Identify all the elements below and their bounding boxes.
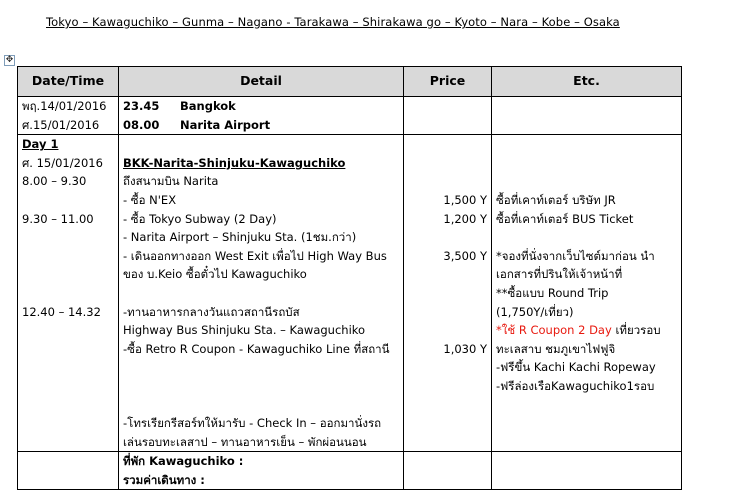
etc-line: -ฟรีขึ้น Kachi Kachi Ropeway xyxy=(496,360,656,375)
price-cell xyxy=(404,452,492,490)
time-text: 12.40 – 14.32 xyxy=(22,304,101,319)
detail-line: -โทรเรียกรีสอร์ทให้มารับ - Check In – ออกมานั่งรถ xyxy=(123,416,382,431)
header-detail: Detail xyxy=(119,67,404,97)
etc-cell xyxy=(492,97,682,135)
price-value: 3,500 Y xyxy=(443,248,487,263)
price-cell xyxy=(404,97,492,135)
date-text: ศ. 15/01/2016 xyxy=(22,155,103,170)
day-route-title: BKK-Narita-Shinjuku-Kawaguchiko xyxy=(123,155,346,170)
header-row xyxy=(18,67,682,97)
header-etc: Etc. xyxy=(492,67,682,97)
detail-cell xyxy=(119,97,404,135)
flight-time: 23.45 xyxy=(123,99,160,113)
detail-line: - เดินออกทางออก West Exit เพื่อไป High Way Bus xyxy=(123,248,387,263)
day-label: Day 1 xyxy=(22,137,59,152)
stay-label: ที่พัก Kawaguchiko : xyxy=(123,454,244,469)
detail-cell xyxy=(119,452,404,490)
date-cell xyxy=(18,452,119,490)
table-move-handle-icon[interactable]: ✥ xyxy=(5,55,14,65)
detail-line: เล่นรอบทะเลสาป – ทานอาหารเย็น – พักผ่อนนอน xyxy=(123,434,367,449)
detail-line: - Narita Airport – Shinjuku Sta. (1ชม.กว่า) xyxy=(123,230,357,245)
etc-line: -ฟรีล่องเรือKawaguchiko1รอบ xyxy=(496,378,655,393)
price-cell xyxy=(404,135,492,452)
time-text: 8.00 – 9.30 xyxy=(22,174,87,189)
detail-line: ของ บ.Keio ซื้อตั๋วไป Kawaguchiko xyxy=(123,267,307,282)
detail-line: -ซื้อ Retro R Coupon - Kawaguchiko Line ที่สถานี xyxy=(123,341,390,356)
etc-line: ซื้อที่เคาท์เตอร์ บริษัท JR xyxy=(496,192,616,207)
detail-line: - ซื้อ Tokyo Subway (2 Day) xyxy=(123,211,277,226)
table-row xyxy=(18,135,682,452)
date-cell xyxy=(18,135,119,452)
etc-line: *จองที่นั่งจากเว็บไซต์มาก่อน นำ xyxy=(496,248,655,263)
flight-time: 08.00 xyxy=(123,117,160,132)
detail-line: - ซื้อ N'EX xyxy=(123,192,177,207)
price-value: 1,200 Y xyxy=(443,211,487,226)
date-text: พฤ.14/01/2016 xyxy=(22,99,107,113)
etc-line: (1,750Y/เที่ยว) xyxy=(496,304,574,319)
etc-line xyxy=(496,321,677,340)
etc-line: เอกสารที่ปรินให้เจ้าหน้าที่ xyxy=(496,267,623,282)
price-value: 1,030 Y xyxy=(443,341,487,356)
flight-line xyxy=(123,116,399,135)
detail-cell xyxy=(119,135,404,452)
etc-cell xyxy=(492,135,682,452)
detail-line: ถึงสนามบิน Narita xyxy=(123,174,219,189)
coupon-note: *ใช้ R Coupon 2 Day xyxy=(496,323,612,338)
etc-line: ทะเลสาบ ชมภูเขาไฟฟูจิ xyxy=(496,341,616,356)
route-title: Tokyo – Kawaguchiko – Gunma – Nagano - Tarakawa – Shirakawa go – Kyoto – Nara – Kobe – Osaka xyxy=(46,15,620,29)
table-row xyxy=(18,97,682,135)
table-row xyxy=(18,452,682,490)
etc-line: ซื้อที่เคาท์เตอร์ BUS Ticket xyxy=(496,211,634,226)
flight-line xyxy=(123,97,399,116)
etc-line: **ซื้อแบบ Round Trip xyxy=(496,285,609,300)
detail-line: -ทานอาหารกลางวันแถวสถานีรถบัส xyxy=(123,304,300,319)
date-cell xyxy=(18,97,119,135)
price-value: 1,500 Y xyxy=(443,192,487,207)
header-price: Price xyxy=(404,67,492,97)
flight-place: Narita Airport xyxy=(180,117,271,132)
header-date: Date/Time xyxy=(18,67,119,97)
detail-line: Highway Bus Shinjuku Sta. – Kawaguchiko xyxy=(123,323,366,338)
etc-cell xyxy=(492,452,682,490)
flight-place: Bangkok xyxy=(180,99,236,113)
total-label: รวมค่าเดินทาง : xyxy=(123,472,205,487)
date-text: ศ.15/01/2016 xyxy=(22,117,100,132)
coupon-note-suffix: เที่ยวรอบ xyxy=(611,323,661,338)
time-text: 9.30 – 11.00 xyxy=(22,211,94,226)
itinerary-table xyxy=(17,66,682,490)
